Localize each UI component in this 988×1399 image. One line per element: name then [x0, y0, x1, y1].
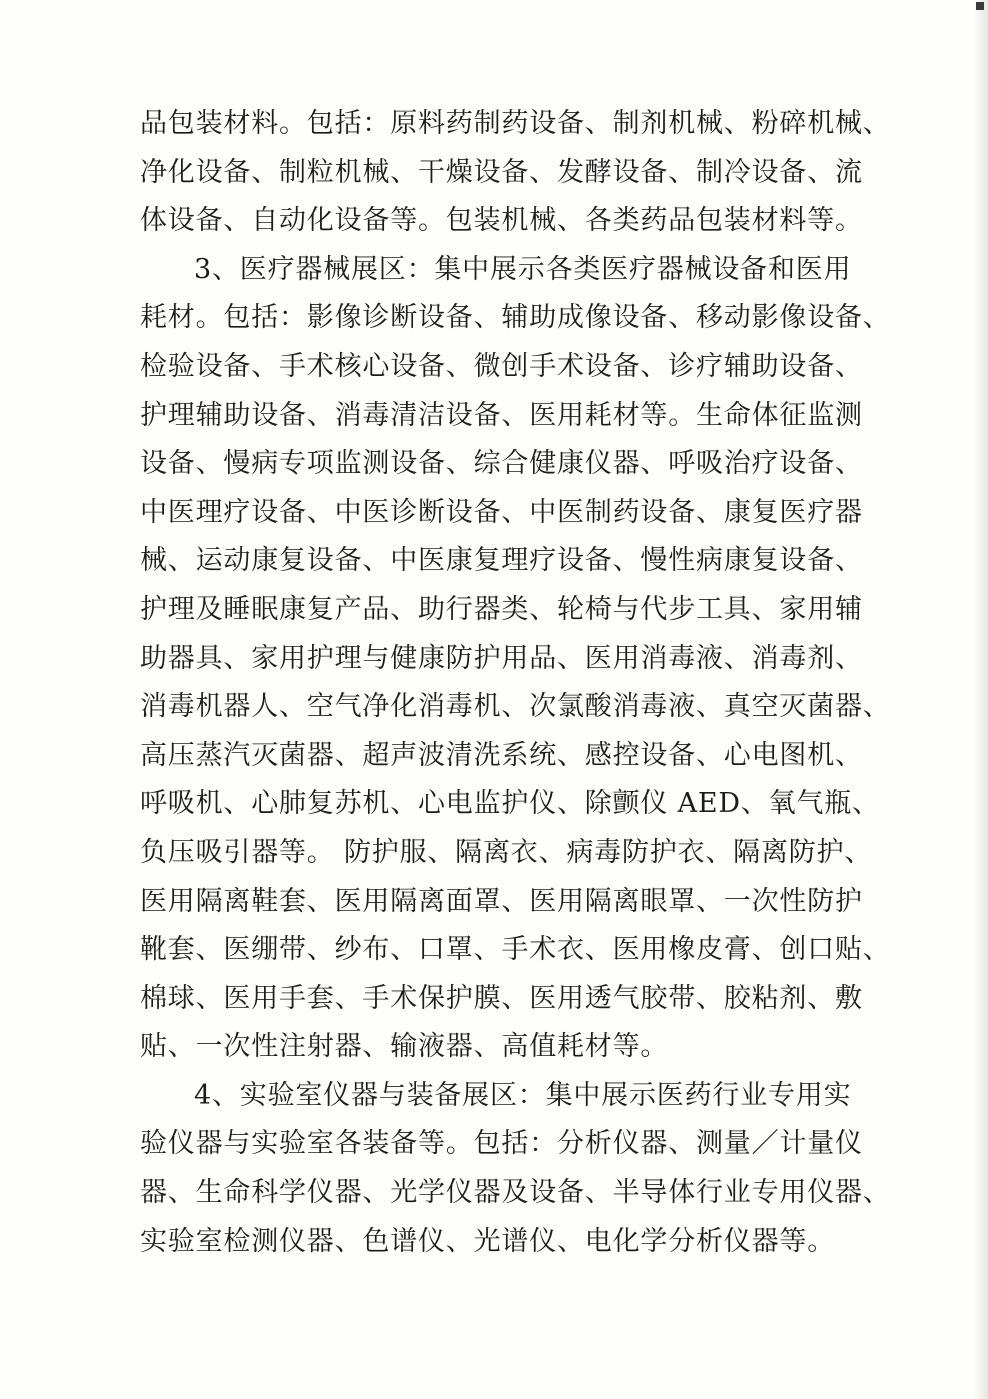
text-line: 高压蒸汽灭菌器、超声波清洗系统、感控设备、心电图机、 [140, 739, 863, 771]
text-line: 检验设备、手术核心设备、微创手术设备、诊疗辅助设备、 [140, 350, 863, 382]
text-line: 验仪器与实验室各装备等。包括：分析仪器、测量／计量仪 [140, 1128, 863, 1160]
document-body [140, 100, 891, 1266]
scan-mark [976, 2, 984, 10]
text-line: 靴套、医绷带、纱布、口罩、手术衣、医用橡皮膏、创口贴、 [140, 934, 891, 966]
text-line: 棉球、医用手套、手术保护膜、医用透气胶带、胶粘剂、敷 [140, 982, 863, 1014]
text-line: 耗材。包括：影像诊断设备、辅助成像设备、移动影像设备、 [140, 302, 891, 334]
text-line: 品包装材料。包括：原料药制药设备、制剂机械、粉碎机械、 [140, 108, 891, 139]
text-line: 器、生命科学仪器、光学仪器及设备、半导体行业专用仪器、 [140, 1177, 891, 1209]
section-4-heading-line: 4、实验室仪器与装备展区：集中展示医药行业专用实 [194, 1079, 852, 1111]
text-line: 负压吸引器等。 防护服、隔离衣、病毒防护衣、隔离防护、 [140, 836, 873, 868]
section-3-heading-line: 3、医疗器械展区：集中展示各类医疗器械设备和医用 [194, 253, 852, 285]
text-line: 医用隔离鞋套、医用隔离面罩、医用隔离眼罩、一次性防护 [140, 885, 863, 917]
scan-edge [974, 0, 988, 1399]
text-line: 械、运动康复设备、中医康复理疗设备、慢性病康复设备、 [140, 545, 863, 577]
text-line: 助器具、家用护理与健康防护用品、医用消毒液、消毒剂、 [140, 642, 863, 674]
text-line: 净化设备、制粒机械、干燥设备、发酵设备、制冷设备、流 [140, 156, 863, 188]
text-line: 护理辅助设备、消毒清洁设备、医用耗材等。生命体征监测 [140, 399, 863, 431]
text-line: 贴、一次性注射器、输液器、高值耗材等。 [140, 1031, 669, 1063]
text-line: 护理及睡眠康复产品、助行器类、轮椅与代步工具、家用辅 [140, 593, 863, 625]
text-line: 呼吸机、心肺复苏机、心电监护仪、除颤仪 AED、氧气瓶、 [140, 788, 880, 820]
text-line: 设备、慢病专项监测设备、综合健康仪器、呼吸治疗设备、 [140, 448, 863, 480]
text-line: 消毒机器人、空气净化消毒机、次氯酸消毒液、真空灭菌器、 [140, 691, 891, 723]
text-line: 实验室检测仪器、色谱仪、光谱仪、电化学分析仪器等。 [140, 1225, 835, 1257]
text-line: 体设备、自动化设备等。包装机械、各类药品包装材料等。 [140, 205, 863, 237]
text-line: 中医理疗设备、中医诊断设备、中医制药设备、康复医疗器 [140, 496, 863, 528]
